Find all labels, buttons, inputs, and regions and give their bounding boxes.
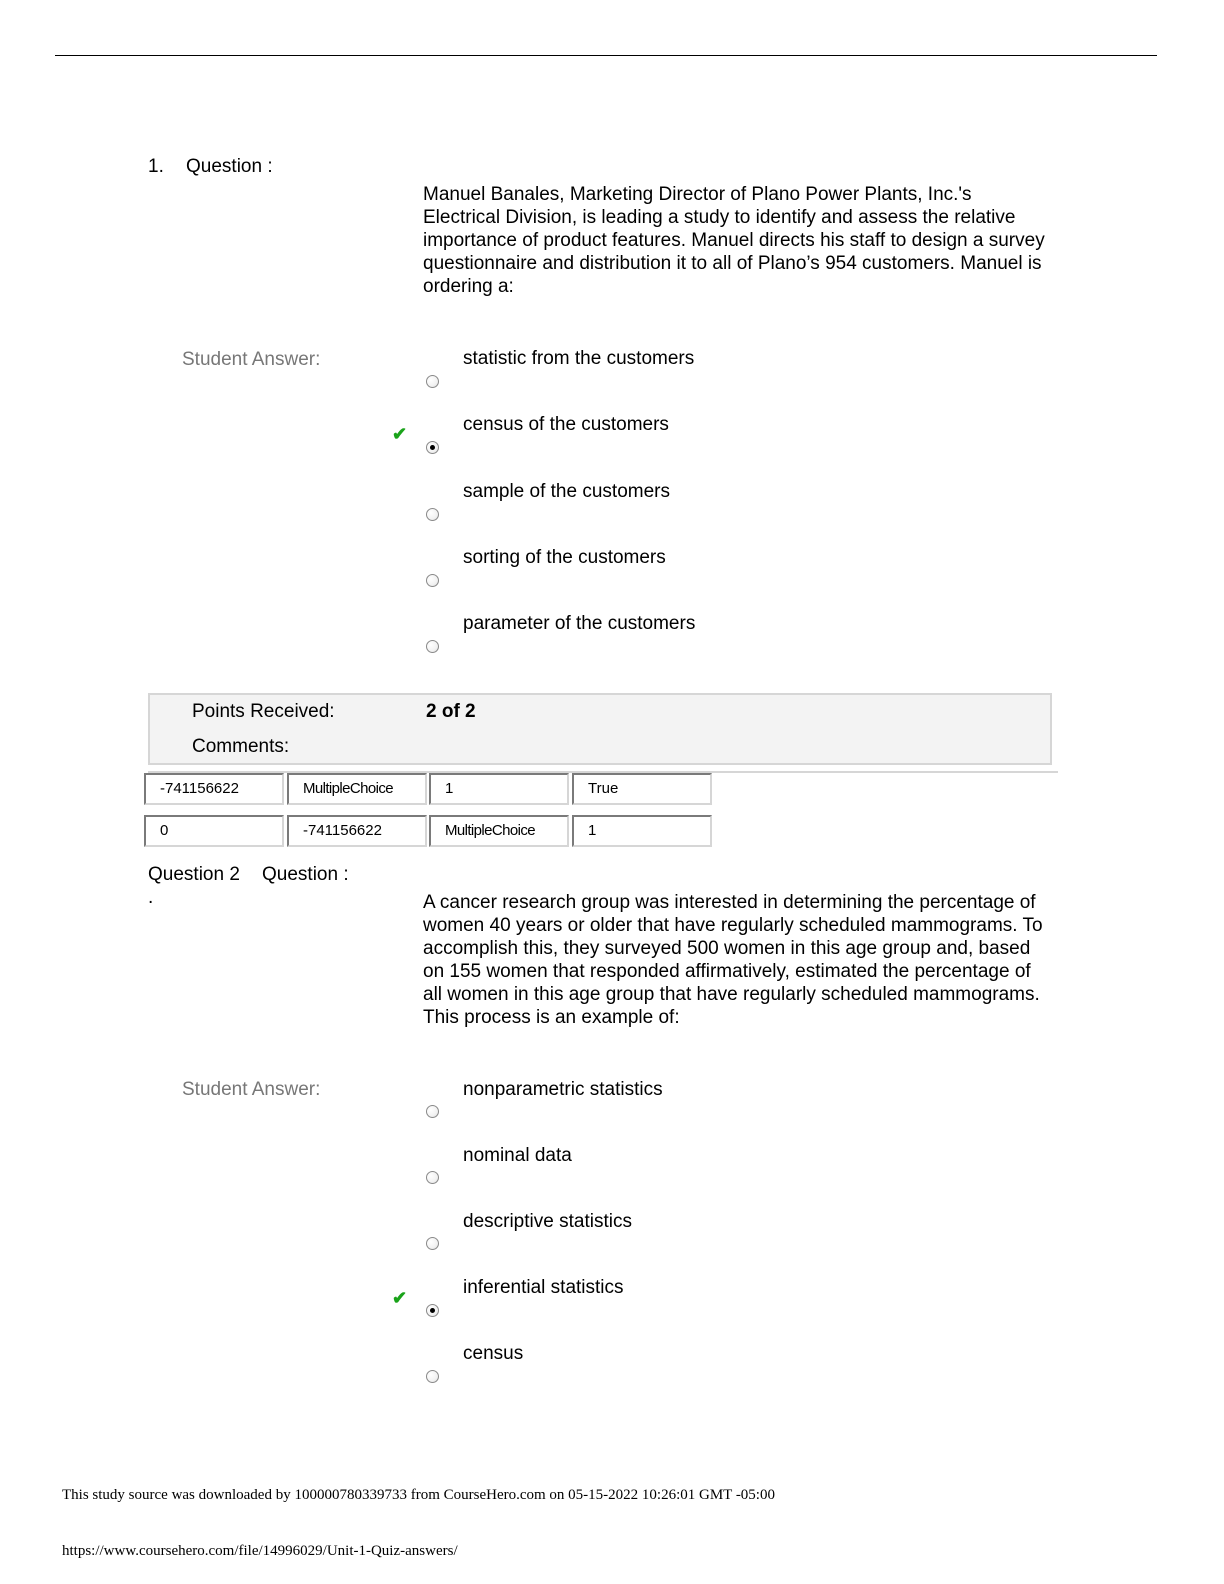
q1-option-4-radio-icon[interactable] [426, 574, 439, 587]
q1-option-2-radio-icon[interactable] [426, 441, 439, 454]
top-divider [55, 55, 1157, 56]
q2-option-3-radio-icon[interactable] [426, 1237, 439, 1250]
q2-option-4-radio-icon[interactable] [426, 1304, 439, 1317]
q2-option-5-radio-icon[interactable] [426, 1370, 439, 1383]
question-1-label: Question : [186, 156, 273, 177]
q1-option-5-label: parameter of the customers [463, 613, 696, 634]
q1-option-1-label: statistic from the customers [463, 348, 695, 369]
question-1-number: 1. [148, 156, 164, 177]
question-1-text: Manuel Banales, Marketing Director of Plano Power Plants, Inc.'s Electrical Division, is leading a study to identify and assess the relative importance of product features. Manuel directs his staff to design a survey questionnaire and distribution it to all of Plano’s 954 customers. Manuel is ordering a: [423, 184, 1045, 297]
comments-label: Comments: [192, 736, 290, 757]
hidden-field-cell[interactable]: -741156622 [287, 815, 427, 847]
hidden-field-cell[interactable]: MultipleChoice [287, 773, 427, 805]
hidden-field-cell[interactable]: True [572, 773, 712, 805]
q1-option-2-label: census of the customers [463, 414, 669, 435]
footer-url[interactable]: https://www.coursehero.com/file/14996029/Unit-1-Quiz-answers/ [62, 1543, 458, 1559]
footer-source-text: This study source was downloaded by 100000780339733 from CourseHero.com on 05-15-2022 10:26:01 GMT -05:00 [62, 1487, 775, 1503]
question-2-text: A cancer research group was interested in determining the percentage of women 40 years or older that have regularly scheduled mammograms. To accomplish this, they surveyed 500 women in this age group and, based on 155 women that responded affirmatively, estimated the percentage of all women in this age group that have regularly scheduled mammograms. This process is an example of: [423, 892, 1043, 1028]
q2-option-3-label: descriptive statistics [463, 1211, 632, 1232]
q1-option-3-label: sample of the customers [463, 481, 670, 502]
checkmark-icon: ✔ [392, 1288, 408, 1308]
q1-option-1-radio-icon[interactable] [426, 375, 439, 388]
q2-option-2-radio-icon[interactable] [426, 1171, 439, 1184]
hidden-field-cell[interactable]: -741156622 [144, 773, 284, 805]
q2-option-1-radio-icon[interactable] [426, 1105, 439, 1118]
question-1-student-answer-label: Student Answer: [182, 349, 321, 370]
checkmark-icon: ✔ [392, 424, 408, 444]
points-received-value: 2 of 2 [426, 701, 476, 722]
points-received-label: Points Received: [192, 701, 335, 722]
q2-option-5-label: census [463, 1343, 524, 1364]
q1-option-3-radio-icon[interactable] [426, 508, 439, 521]
hidden-field-cell[interactable]: 1 [429, 773, 569, 805]
question-2-label: Question : [262, 864, 349, 885]
q2-option-4-label: inferential statistics [463, 1277, 624, 1298]
question-2-dot: . [148, 887, 154, 908]
hidden-field-cell[interactable]: 0 [144, 815, 284, 847]
q1-option-4-label: sorting of the customers [463, 547, 666, 568]
hidden-field-cell[interactable]: MultipleChoice [429, 815, 569, 847]
q2-option-1-label: nonparametric statistics [463, 1079, 663, 1100]
q2-option-2-label: nominal data [463, 1145, 572, 1166]
question-2-student-answer-label: Student Answer: [182, 1079, 321, 1100]
q1-option-5-radio-icon[interactable] [426, 640, 439, 653]
hidden-field-cell[interactable]: 1 [572, 815, 712, 847]
question-2-number: Question 2 [148, 864, 240, 885]
